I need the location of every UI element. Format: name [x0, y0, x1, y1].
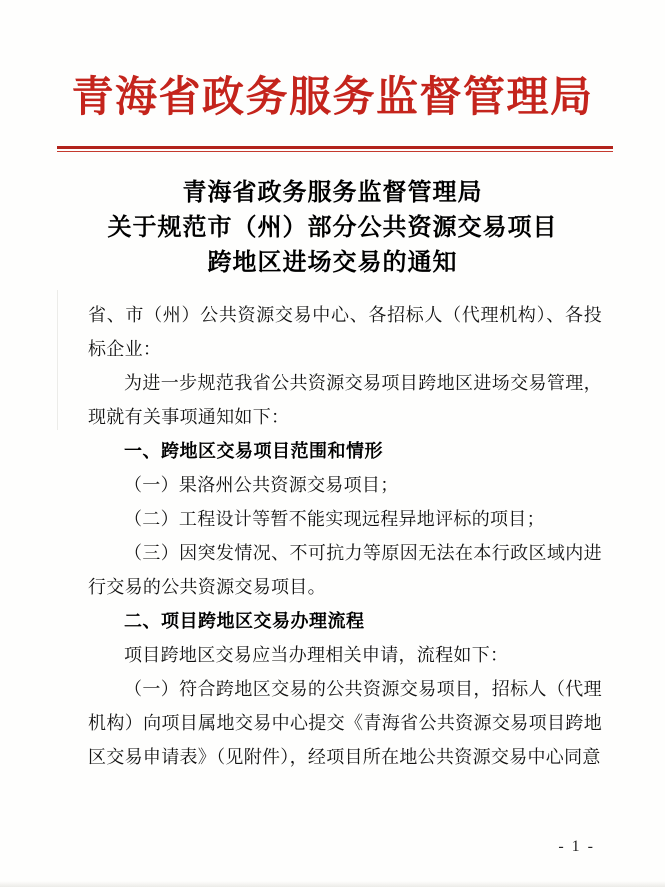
- section-2-intro: 项目跨地区交易应当办理相关申请，流程如下：: [124, 645, 509, 665]
- section-2-item-1: （一）符合跨地区交易的公共资源交易项目，招标人（代理机构）向项目属地交易中心提交《青海省公共资源交易项目跨地区交易申请表》（见附件），经项目所在地公共资源交易中心同意: [88, 679, 602, 767]
- document-title-line-1: 青海省政务服务监督管理局: [182, 180, 483, 206]
- scan-artifact-left-edge: [57, 290, 58, 430]
- salutation-paragraph: 省、市（州）公共资源交易中心、各招标人（代理机构）、各投标企业：: [88, 305, 602, 359]
- section-1-heading: 一、跨地区交易项目范围和情形: [124, 441, 383, 461]
- section-2-heading: 二、项目跨地区交易办理流程: [124, 611, 365, 631]
- separator-thick-rule: [57, 146, 613, 149]
- page-number: - 1 -: [558, 838, 595, 855]
- section-1-item-3: （三）因突发情况、不可抗力等原因无法在本行政区域内进行交易的公共资源交易项目。: [88, 543, 602, 597]
- letterhead-agency-name: 青海省政务服务监督管理局: [71, 75, 594, 121]
- document-title-line-2: 关于规范市（州）部分公共资源交易项目: [107, 215, 558, 241]
- letterhead-separator-line: [57, 146, 613, 152]
- document-title-line-3: 跨地区进场交易的通知: [207, 250, 458, 276]
- section-1-item-1: （一）果洛州公共资源交易项目；: [124, 475, 399, 495]
- separator-thin-rule: [57, 151, 613, 152]
- intro-paragraph: 为进一步规范我省公共资源交易项目跨地区进场交易管理，现就有关事项通知如下：: [88, 373, 602, 427]
- scan-artifact-bottom-edge: [0, 881, 665, 887]
- section-1-item-2: （二）工程设计等暂不能实现远程异地评标的项目；: [124, 509, 545, 529]
- document-title: [0, 176, 665, 281]
- document-body: [88, 298, 602, 774]
